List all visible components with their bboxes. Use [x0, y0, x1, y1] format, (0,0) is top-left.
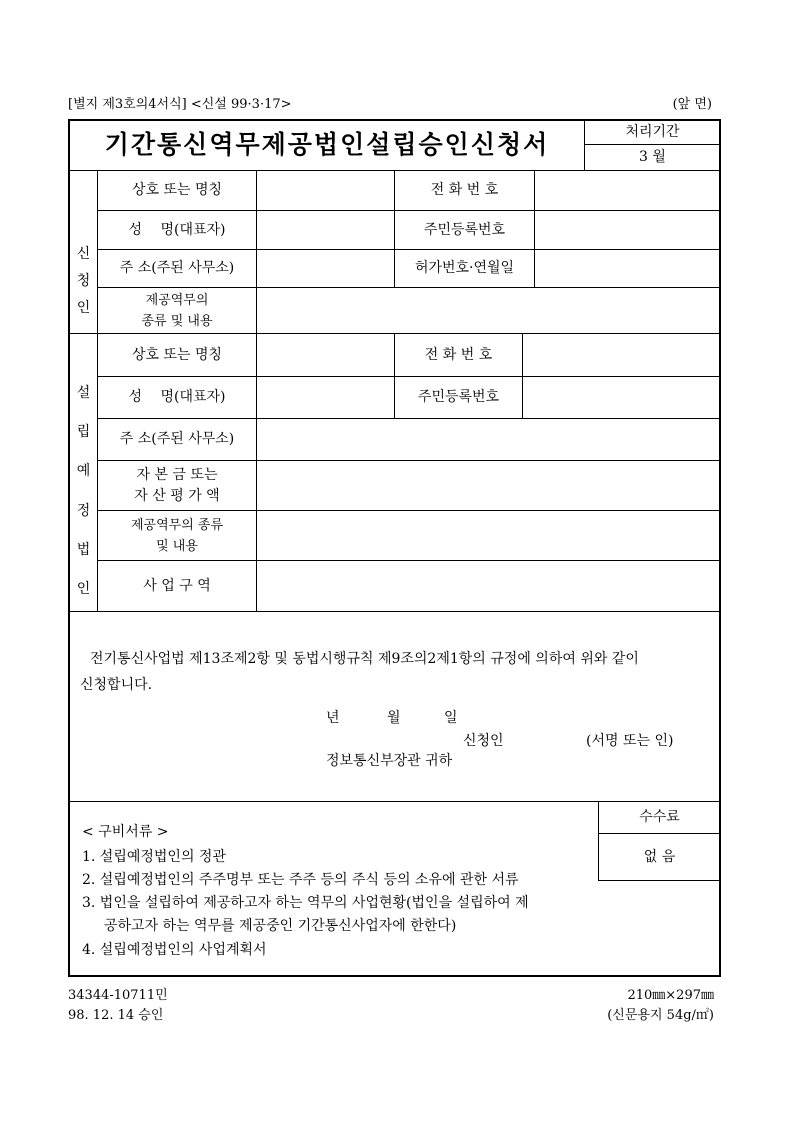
- form-reference: [별지 제3호의4서식] <신설 99·3·17>: [68, 97, 292, 112]
- corp-rep-label: 성 명(대표자): [128, 389, 226, 406]
- corp-phone-label: 전 화 번 호: [424, 346, 493, 363]
- corp-capital-field[interactable]: [257, 461, 720, 510]
- corp-label-char: 예: [76, 463, 91, 480]
- statement-line: 전기통신사업법 제13조제2항 및 동법시행규칙 제9조의2제1항의 규정에 의하여 위와 같이: [90, 651, 639, 667]
- date-year: 년: [326, 710, 340, 726]
- applicant-service-label: [98, 288, 256, 333]
- applicant-resident-no-field[interactable]: [535, 211, 720, 249]
- label-line: 종류 및 내용: [141, 313, 213, 329]
- applicant-label-char: 청: [76, 272, 91, 289]
- applicant-rep-field[interactable]: [257, 211, 394, 249]
- corp-capital-label: [98, 461, 256, 510]
- applicant-name-field[interactable]: [257, 171, 394, 210]
- corp-resident-no-label: 주민등록번호: [417, 389, 500, 406]
- form-code: 34344-10711민: [68, 988, 168, 1003]
- corp-area-label: 사 업 구 역: [143, 577, 211, 594]
- corp-section-label: [70, 372, 97, 608]
- applicant-phone-field[interactable]: [535, 171, 720, 210]
- corp-label-char: 정: [76, 502, 91, 519]
- applicant-section-label: [70, 240, 97, 320]
- corp-resident-no-field[interactable]: [523, 377, 720, 418]
- corp-label-char: 립: [76, 423, 91, 440]
- corp-name-field[interactable]: [257, 334, 394, 376]
- applicant-rep-label: 성 명(대표자): [128, 221, 226, 238]
- corp-name-label: 상호 또는 명칭: [131, 346, 223, 363]
- applicant-label-char: 신: [76, 246, 91, 263]
- applicant-license-field[interactable]: [535, 250, 720, 287]
- addressee: 정보통신부장관 귀하: [326, 753, 453, 769]
- application-statement: [80, 646, 712, 698]
- required-docs-heading: < 구비서류 >: [82, 824, 169, 840]
- applicant-sign-label: 신청인: [463, 733, 504, 749]
- applicant-name-label: 상호 또는 명칭: [131, 182, 223, 199]
- label-line: 및 내용: [156, 538, 198, 554]
- approval-date: 98. 12. 14 승인: [68, 1008, 164, 1023]
- page-side-label: (앞 면): [672, 97, 712, 112]
- applicant-label-char: 인: [76, 299, 91, 316]
- required-doc-item-cont: 공하고자 하는 역무를 제공중인 기간통신사업자에 한한다): [104, 918, 457, 934]
- corp-label-char: 인: [76, 581, 91, 598]
- applicant-service-field[interactable]: [257, 288, 720, 333]
- corp-rep-field[interactable]: [257, 377, 394, 418]
- label-line: 제공역무의: [145, 292, 209, 308]
- statement-line: 신청합니다.: [80, 677, 153, 693]
- label-line: 자 산 평 가 액: [134, 487, 220, 504]
- corp-phone-field[interactable]: [523, 334, 720, 376]
- corp-service-field[interactable]: [257, 511, 720, 560]
- corp-label-char: 설: [76, 384, 91, 401]
- required-doc-item: 4. 설립예정법인의 사업계획서: [82, 942, 267, 958]
- date-day: 일: [444, 710, 458, 726]
- label-line: 자 본 금 또는: [136, 466, 218, 483]
- required-doc-item: 2. 설립예정법인의 주주명부 또는 주주 등의 주식 등의 소유에 관한 서류: [82, 872, 519, 888]
- paper-size: 210㎜×297㎜: [627, 988, 714, 1003]
- form-title: 기간통신역무제공법인설립승인신청서: [104, 130, 550, 160]
- applicant-resident-no-label: 주민등록번호: [423, 221, 506, 238]
- applicant-address-field[interactable]: [257, 250, 394, 287]
- corp-service-label: [98, 511, 256, 560]
- required-doc-item: 1. 설립예정법인의 정관: [82, 849, 226, 865]
- corp-address-label: 주 소(주된 사무소): [119, 431, 235, 448]
- applicant-address-label: 주 소(주된 사무소): [119, 260, 235, 277]
- applicant-phone-label: 전 화 번 호: [430, 182, 499, 199]
- fee-value: 없 음: [643, 848, 676, 865]
- date-month: 월: [387, 710, 401, 726]
- required-doc-item: 3. 법인을 설립하여 제공하고자 하는 역무의 사업현황(법인을 설립하여 제: [82, 895, 529, 911]
- corp-address-field[interactable]: [257, 419, 720, 460]
- paper-type: (신문용지 54g/㎡): [607, 1008, 714, 1023]
- applicant-license-label: 허가번호·연월일: [414, 260, 515, 277]
- label-line: 제공역무의 종류: [130, 517, 224, 533]
- signature-placeholder[interactable]: (서명 또는 인): [586, 733, 674, 749]
- processing-value: 3 월: [639, 149, 666, 166]
- processing-label: 처리기간: [625, 124, 680, 141]
- corp-label-char: 법: [76, 541, 91, 558]
- fee-label: 수수료: [639, 809, 680, 826]
- corp-area-field[interactable]: [257, 561, 720, 611]
